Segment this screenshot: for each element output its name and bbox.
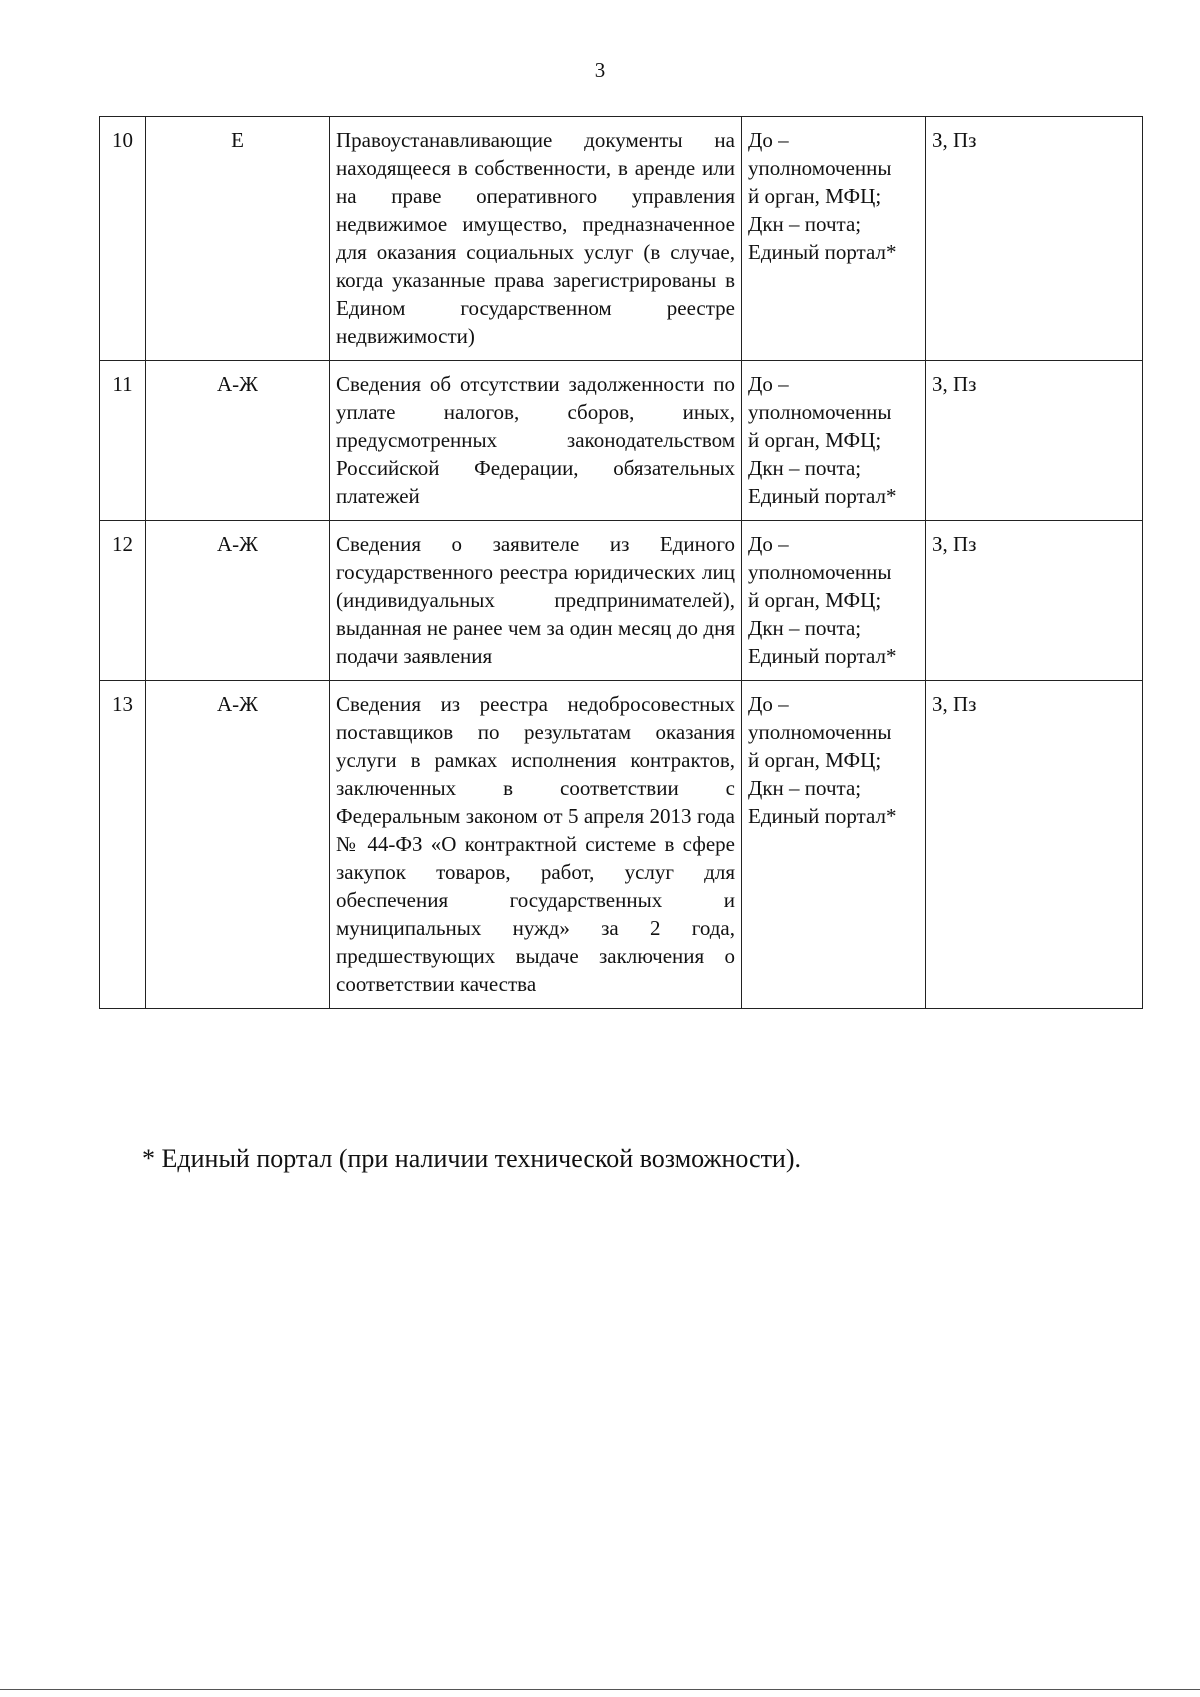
table-row [100,117,1143,361]
submission-line: уполномоченны [748,560,892,584]
submission-line: й орган, МФЦ; [748,184,882,208]
submission-line: уполномоченны [748,156,892,180]
row-number: 10 [100,117,146,361]
document-description: Сведения о заявителе из Единого государственного реестра юридических лиц (индивидуальных предпринимателей), выданная не ранее чем за один месяц до дня подачи заявления [330,521,742,681]
submission-line: Единый портал* [748,484,897,508]
submission-line: Дкн – почта; [748,212,862,236]
submission-line: й орган, МФЦ; [748,428,882,452]
footnote: * Единый портал (при наличии технической возможности). [142,1144,802,1173]
applicant-category: А-Ж [146,681,330,1009]
submission-line: Дкн – почта; [748,456,862,480]
submission-line: Единый портал* [748,240,897,264]
submission-line: Дкн – почта; [748,616,862,640]
submission-method [742,361,926,521]
document-description: Сведения из реестра недобросовестных поставщиков по результатам оказания услуги в рамках исполнения контрактов, заключенных в соответствии с Федеральным законом от 5 апреля 2013 года № 44-ФЗ «О контрактной системе в сфере закупок товаров, работ, услуг для обеспечения государственных и муниципальных нужд» за 2 года, предшествующих выдаче заключения о соответствии качества [330,681,742,1009]
document-type: З, Пз [926,361,1143,521]
table-row [100,681,1143,1009]
table-row [100,361,1143,521]
submission-line: Единый портал* [748,644,897,668]
page-number: 3 [594,58,606,82]
table-row [100,521,1143,681]
row-number: 12 [100,521,146,681]
document-type: З, Пз [926,521,1143,681]
submission-line: уполномоченны [748,400,892,424]
submission-line: До – [748,692,789,716]
document-type: З, Пз [926,681,1143,1009]
row-number: 11 [100,361,146,521]
applicant-category: А-Ж [146,361,330,521]
submission-line: До – [748,532,789,556]
submission-line: До – [748,128,789,152]
submission-line: уполномоченны [748,720,892,744]
document-description: Сведения об отсутствии задолженности по уплате налогов, сборов, иных, предусмотренных законодательством Российской Федерации, обязательных платежей [330,361,742,521]
scan-edge-line [0,1689,1200,1690]
submission-line: До – [748,372,789,396]
row-number: 13 [100,681,146,1009]
submission-method [742,521,926,681]
submission-line: Единый портал* [748,804,897,828]
document-type: З, Пз [926,117,1143,361]
submission-line: й орган, МФЦ; [748,588,882,612]
submission-method [742,681,926,1009]
documents-table [99,116,1143,1009]
document-description: Правоустанавливающие документы на находящееся в собственности, в аренде или на праве оперативного управления недвижимое имущество, предназначенное для оказания социальных услуг (в случае, когда указанные права зарегистрированы в Едином государственном реестре недвижимости) [330,117,742,361]
applicant-category: А-Ж [146,521,330,681]
submission-line: й орган, МФЦ; [748,748,882,772]
submission-line: Дкн – почта; [748,776,862,800]
applicant-category: Е [146,117,330,361]
submission-method [742,117,926,361]
